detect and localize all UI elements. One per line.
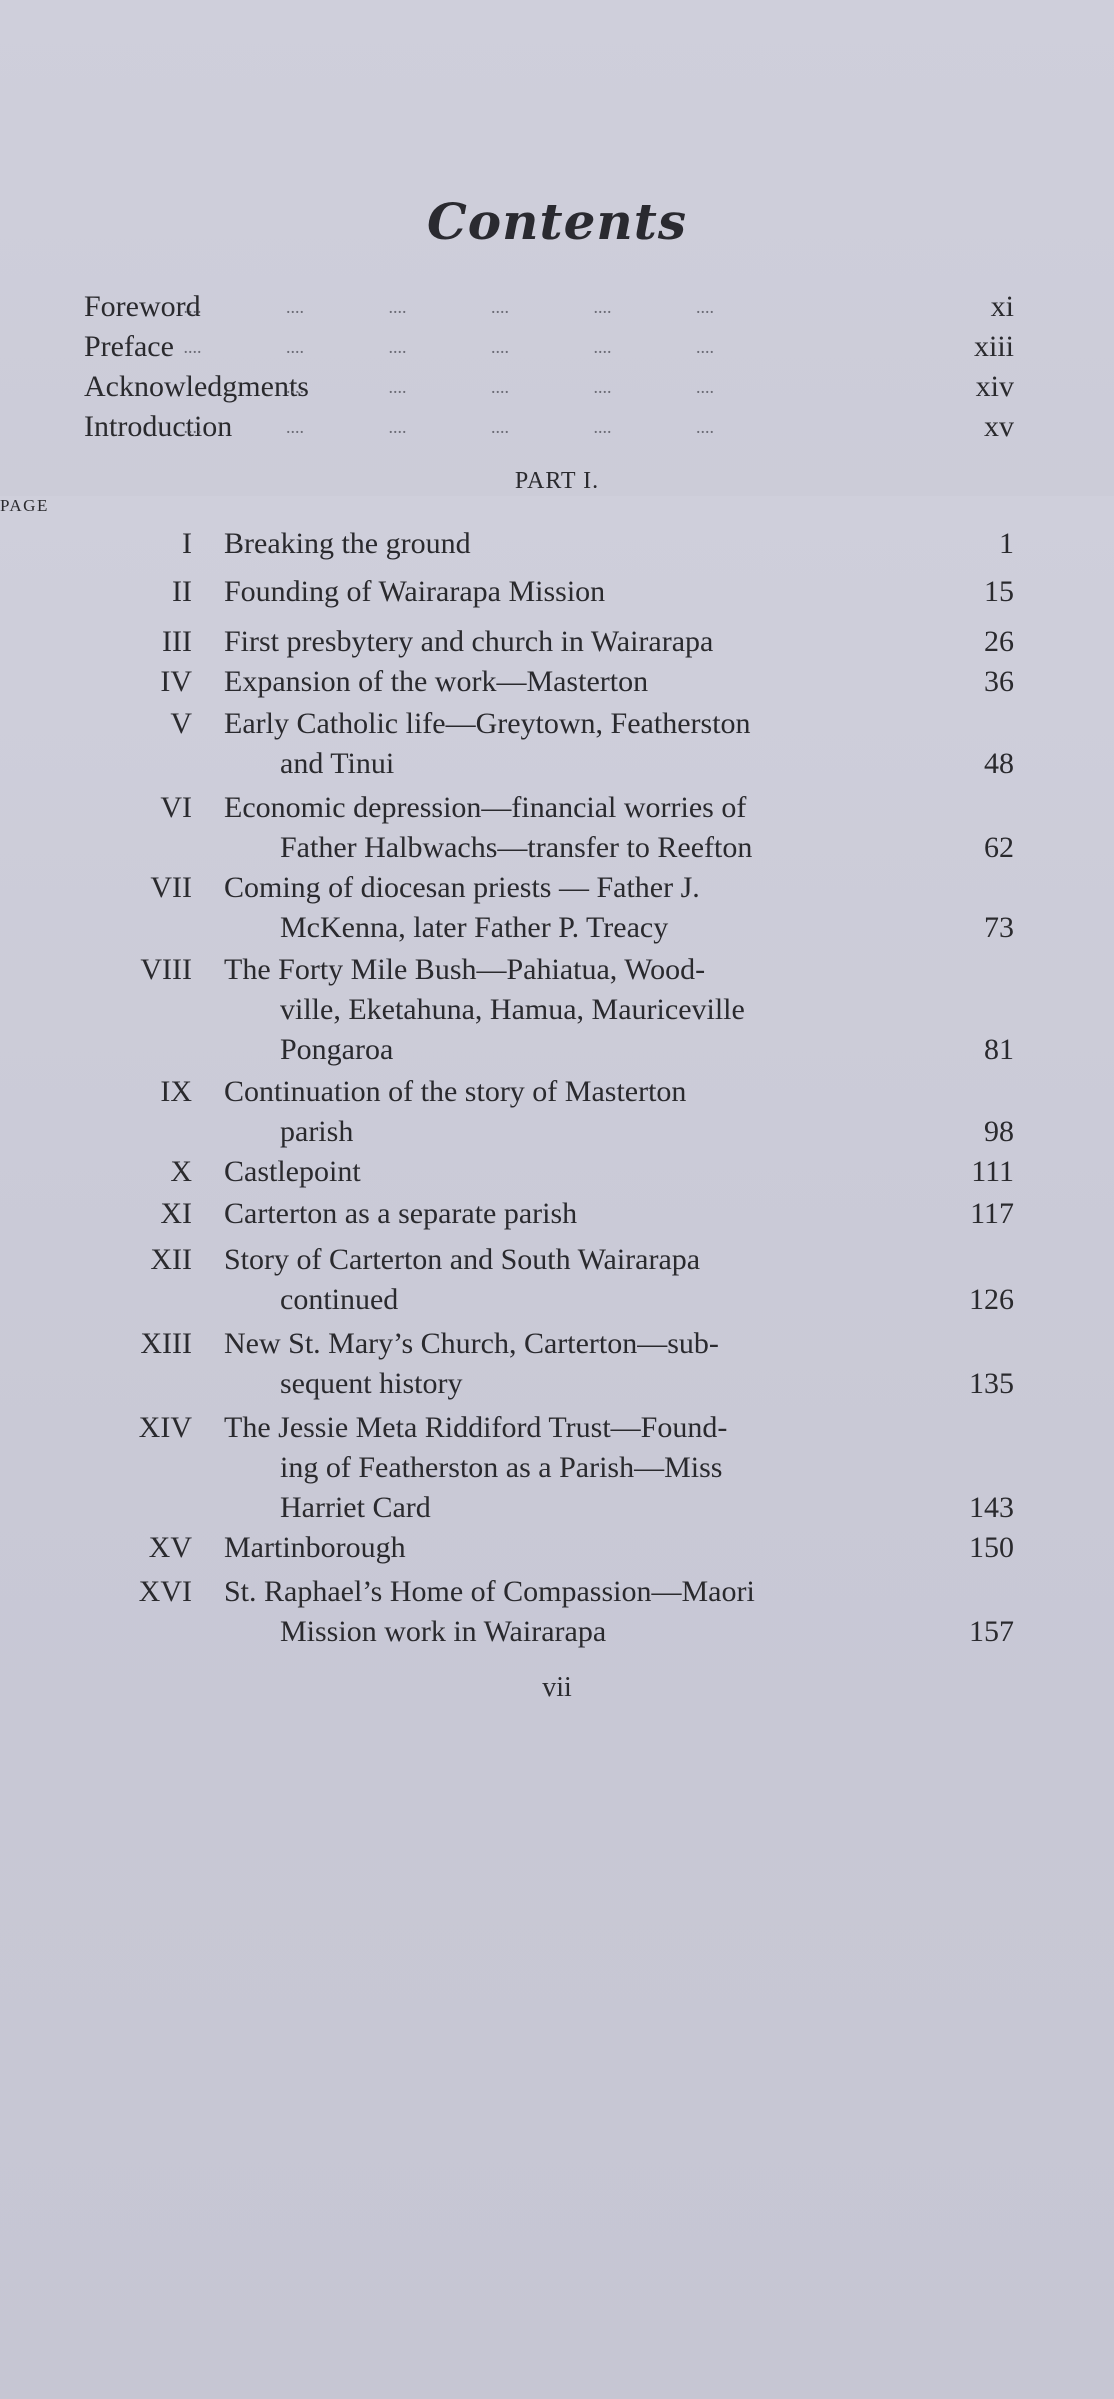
dot-leaders: .... .... .... .... .... .... [183,297,714,317]
chapter-number: XII [150,1243,192,1276]
chapter-title-text: sequent history [280,1367,463,1400]
page-folio: vii [542,1672,572,1703]
chapter-title-line [224,788,974,828]
chapter-title-line [224,1194,974,1234]
chapter-title-line [224,572,974,612]
chapter-title-line [224,1324,974,1364]
chapter-number: VI [160,791,192,824]
chapter-page: 111 [971,1155,1014,1188]
chapter-page: 36 [984,665,1014,698]
chapter-number: I [182,527,192,560]
chapter-title-text: Breaking the ground [224,527,471,560]
chapter-title-text: Expansion of the work—Masterton [224,665,649,698]
chapter-title-text: First presbytery and church in Wairarapa [224,625,714,658]
chapter-title-text: Continuation of the story of Masterton [224,1075,687,1108]
chapter-number: XVI [138,1575,192,1608]
chapter-title-line [224,662,974,702]
prelim-page: xiv [975,370,1014,403]
chapter-title-text: and Tinui [280,747,395,780]
prelim-item-acknowledgments [84,367,1014,407]
chapter-title-text: parish [280,1115,354,1148]
chapter-entry [84,868,1014,948]
chapter-number: VIII [140,953,192,986]
chapter-title-line [280,1280,1030,1320]
chapter-title-text: Pongaroa [280,1033,394,1066]
chapter-page: 126 [969,1283,1014,1316]
chapter-title-text: New St. Mary’s Church, Carterton—sub- [224,1327,719,1360]
chapter-title-text: Harriet Card [280,1491,431,1524]
chapter-number: IX [160,1075,192,1108]
chapter-title-line [224,868,974,908]
chapter-entry [84,662,1014,702]
chapter-number: XI [160,1197,192,1230]
prelim-item-preface [84,327,1014,367]
chapter-number: X [170,1155,192,1188]
chapter-number: XIV [138,1411,192,1444]
chapter-title-text: Martinborough [224,1531,406,1564]
chapter-page: 157 [969,1615,1014,1648]
chapter-entry [84,1324,1014,1404]
prelim-label: Foreword [84,290,201,323]
chapter-title-line [224,1528,974,1568]
chapter-title-text: Early Catholic life—Greytown, Featherston [224,707,751,740]
chapter-title-line [224,622,974,662]
chapter-entry [84,1194,1014,1234]
chapter-title-text: Story of Carterton and South Wairarapa [224,1243,701,1276]
chapter-page: 26 [984,625,1014,658]
chapter-title-line [280,1364,1030,1404]
part-heading: PART I. [514,468,600,494]
prelims-list [84,287,1014,447]
chapter-number: XIII [140,1327,192,1360]
chapter-number: XV [148,1531,192,1564]
chapter-title-line [280,1448,1030,1488]
chapter-number: VII [150,871,192,904]
chapter-page: 143 [969,1491,1014,1524]
chapter-page: 135 [969,1367,1014,1400]
chapter-entry [84,950,1014,1070]
chapter-number: V [170,707,192,740]
chapter-title-line [224,1072,974,1112]
dot-leaders: .... .... .... .... .... .... [183,337,714,357]
chapter-title-text: ing of Featherston as a Parish—Miss [280,1451,723,1484]
chapter-title-line [280,1612,1030,1652]
prelim-label: Introduction [84,410,233,443]
chapter-entry [84,704,1014,784]
chapter-title-line [280,744,1030,784]
chapter-title-text: continued [280,1283,399,1316]
chapter-page: 98 [984,1115,1014,1148]
chapter-title-line [224,1572,974,1612]
chapter-entry [84,1152,1014,1192]
chapter-title-line [224,950,974,990]
chapter-page: 81 [984,1033,1014,1066]
chapter-number: II [172,575,192,608]
chapter-title-line [224,1240,974,1280]
chapter-entry [84,1528,1014,1568]
chapter-title-text: Coming of diocesan priests — Father J. [224,871,700,904]
chapter-title-text: St. Raphael’s Home of Compassion—Maori [224,1575,755,1608]
chapter-title-text: Economic depression—financial worries of [224,791,747,824]
prelim-item-introduction [84,407,1014,447]
chapter-entry [84,524,1014,564]
dot-leaders: .... .... .... .... .... [286,377,714,397]
page-title: Contents [426,192,687,251]
chapter-title-line [224,1408,974,1448]
chapter-title-line [280,990,1030,1030]
chapter-entry [84,1240,1014,1320]
chapter-title-line [224,524,974,564]
chapter-title-text: Father Halbwachs—transfer to Reefton [280,831,753,864]
chapter-title-text: Castlepoint [224,1155,361,1188]
chapter-title-text: McKenna, later Father P. Treacy [280,911,669,944]
chapter-entry [84,1408,1014,1528]
chapter-page: 62 [984,831,1014,864]
prelim-label: Acknowledgments [84,370,309,403]
chapter-page: 73 [984,911,1014,944]
chapter-entry [84,572,1014,612]
prelim-page: xv [984,410,1014,443]
chapter-title-line [280,1030,1030,1070]
prelim-label: Preface [84,330,174,363]
prelim-item-foreword [84,287,1014,327]
chapter-entry [84,1572,1014,1652]
chapter-page: 1 [999,527,1014,560]
chapter-title-text: ville, Eketahuna, Hamua, Mauriceville [280,993,745,1026]
chapter-page: 48 [984,747,1014,780]
chapter-title-line [224,704,974,744]
chapter-page: 117 [970,1197,1014,1230]
chapter-entry [84,1072,1014,1152]
chapter-title-text: Carterton as a separate parish [224,1197,578,1230]
chapter-title-text: Mission work in Wairarapa [280,1615,607,1648]
chapter-title-text: Founding of Wairarapa Mission [224,575,606,608]
chapter-title-line [280,828,1030,868]
dot-leaders: .... .... .... .... .... .... [183,417,714,437]
page-column-header: PAGE [0,496,1114,2399]
chapter-number: IV [160,665,192,698]
chapter-list [84,524,1014,1652]
prelim-page: xiii [973,330,1014,363]
chapter-title-text: The Forty Mile Bush—Pahiatua, Wood- [224,953,706,986]
chapter-title-line [280,1488,1030,1528]
chapter-page: 15 [984,575,1014,608]
chapter-title-line [280,908,1030,948]
chapter-number: III [162,625,192,658]
chapter-entry [84,622,1014,662]
chapter-entry [84,788,1014,868]
prelim-page: xi [990,290,1014,323]
chapter-title-line [224,1152,974,1192]
chapter-title-line [280,1112,1030,1152]
chapter-title-text: The Jessie Meta Riddiford Trust—Found- [224,1411,728,1444]
chapter-page: 150 [969,1531,1014,1564]
